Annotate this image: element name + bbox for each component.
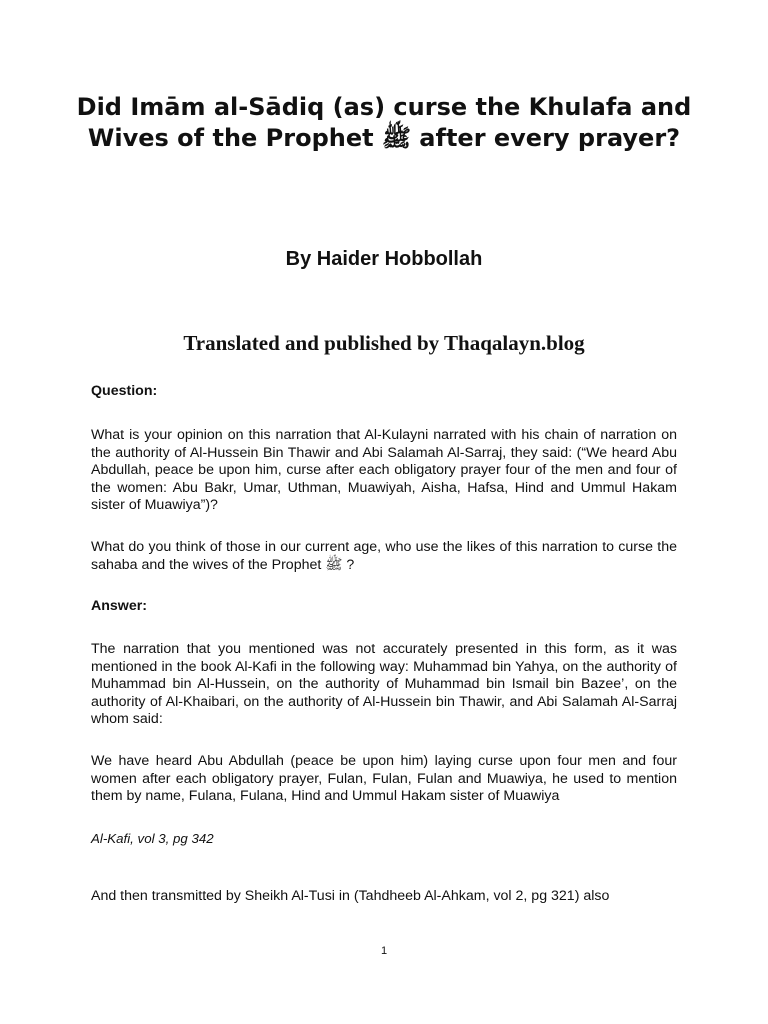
- question-paragraph-2: What do you think of those in our current age, who use the likes of this narration to curse the sahaba and the wives of the Prophet ﷺ ?: [91, 539, 677, 573]
- answer-paragraph-3: And then transmitted by Sheikh Al-Tusi in (Tahdheeb Al-Ahkam, vol 2, pg 321) also: [91, 888, 610, 904]
- page-number: 1: [380, 945, 388, 957]
- question-paragraph-1: What is your opinion on this narration that Al-Kulayni narrated with his chain of narration on the authority of Al-Hussein Bin Thawir and Abi Salamah Al-Sarraj, they said: (“We heard Abu Abdullah, peace be upon him, curse after each obligatory prayer four of the men and four of the women: Abu Bakr, Umar, Uthman, Muawiyah, Aisha, Hafsa, Hind and Ummul Hakam sister of Muawiya”)?: [91, 427, 677, 514]
- document-title: Did Imām al-Sādiq (as) curse the Khulafa and Wives of the Prophet ﷺ after every prayer?: [76, 93, 692, 152]
- answer-label: Answer:: [91, 598, 147, 614]
- question-label: Question:: [91, 383, 158, 399]
- answer-paragraph-1: The narration that you mentioned was not accurately presented in this form, as it was mentioned in the book Al-Kafi in the following way: Muhammad bin Yahya, on the authority of Muhammad bin Al-Hussein, on the authority of Muhammad bin Ismail bin Bazee’, on the authority of Al-Khaibari, on the authority of Al-Hussein bin Thawir, and Abi Salamah Al-Sarraj whom said:: [91, 641, 677, 728]
- citation: Al-Kafi, vol 3, pg 342: [91, 831, 214, 846]
- author-line: By Haider Hobbollah: [285, 248, 483, 270]
- publisher-line: Translated and published by Thaqalayn.blog: [183, 331, 585, 355]
- answer-paragraph-2: We have heard Abu Abdullah (peace be upon him) laying curse upon four men and four women after each obligatory prayer, Fulan, Fulan, Fulan and Muawiya, he used to mention them by name, Fulana, Fulana, Hind and Ummul Hakam sister of Muawiya: [91, 753, 677, 805]
